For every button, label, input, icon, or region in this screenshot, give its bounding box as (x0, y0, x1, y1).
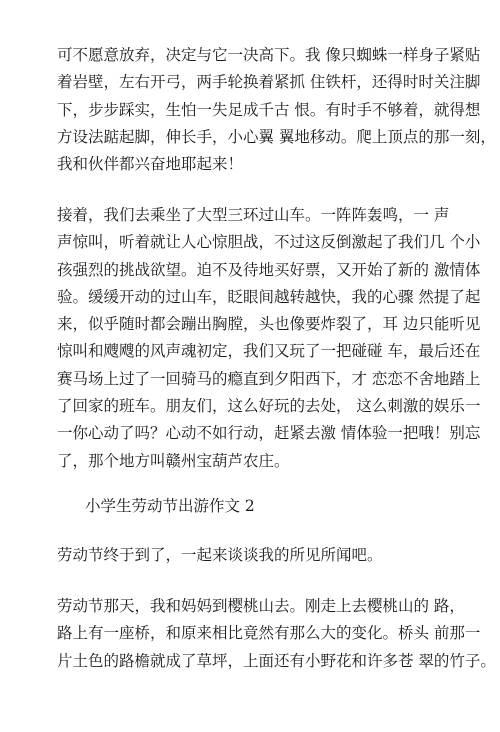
text-line: 我和伙伴都兴奋地耶起来！ (57, 155, 244, 174)
paragraph-rock-climbing (57, 42, 496, 178)
text-line: 了回家的班车。朋友们，这么好玩的去处， 这么刺激的娱乐一 (57, 397, 481, 416)
text-line: 验。缓缓开动的过山车，眨眼间越转越快，我的心骤 然提了起 (57, 287, 481, 306)
text-line: 赛马场上过了一回骑马的瘾直到夕阳西下，才 恋恋不舍地踏上 (57, 369, 481, 388)
text-line: 劳动节终于到了，一起来谈谈我的所见所闻吧。 (57, 546, 383, 564)
text-line: 下，步步踩实，生怕一失足成千古 恨。有时手不够着，就得想 (57, 100, 481, 119)
essay-title: 小学生劳动节出游作文 2 (85, 497, 255, 515)
text-line: 着岩壁，左右开弓，两手轮换着紧抓 住铁杆，还得时时关注脚 (57, 73, 481, 92)
paragraph-intro (57, 542, 449, 569)
paragraph-cherry-mountain (57, 593, 496, 675)
text-line: 片土色的路檐就成了草坪，上面还有小野花和许多苍 翠的竹子。 (57, 651, 496, 670)
text-line: 接着，我们去乘坐了大型三环过山车。一阵阵轰鸣，一 声 (57, 206, 450, 224)
text-line: 了，那个地方叫赣州宝葫芦农庄。 (57, 451, 290, 470)
text-line: 声惊叫，听着就让人心惊胆战，不过这反倒激起了我们几 个小 (57, 233, 481, 252)
paragraph-roller-coaster (57, 202, 481, 475)
text-line: 一你心动了吗？心动不如行动，赶紧去激 情体验一把哦！别忘 (57, 424, 481, 443)
text-line: 可不愿意放弃，决定与它一决高下。我 像只蜘蛛一样身子紧贴 (57, 46, 481, 64)
text-line: 孩强烈的挑战欲望。迫不及待地买好票，又开始了新的 激情体 (57, 260, 481, 279)
text-line: 路上有一座桥，和原来相比竟然有那么大的变化。桥头 前那一 (57, 624, 481, 643)
text-line: 来，似乎随时都会蹦出胸膛，头也像要炸裂了，耳 边只能听见 (57, 315, 481, 334)
text-line: 劳动节那天，我和妈妈到樱桃山去。刚走上去樱桃山的 路， (57, 597, 465, 615)
text-line: 方设法踮起脚，伸长手，小心翼 翼地移动。爬上顶点的那一刻， (57, 127, 496, 146)
text-line: 惊叫和飕飕的风声魂初定，我们又玩了一把碰碰 车，最后还在 (57, 342, 481, 361)
